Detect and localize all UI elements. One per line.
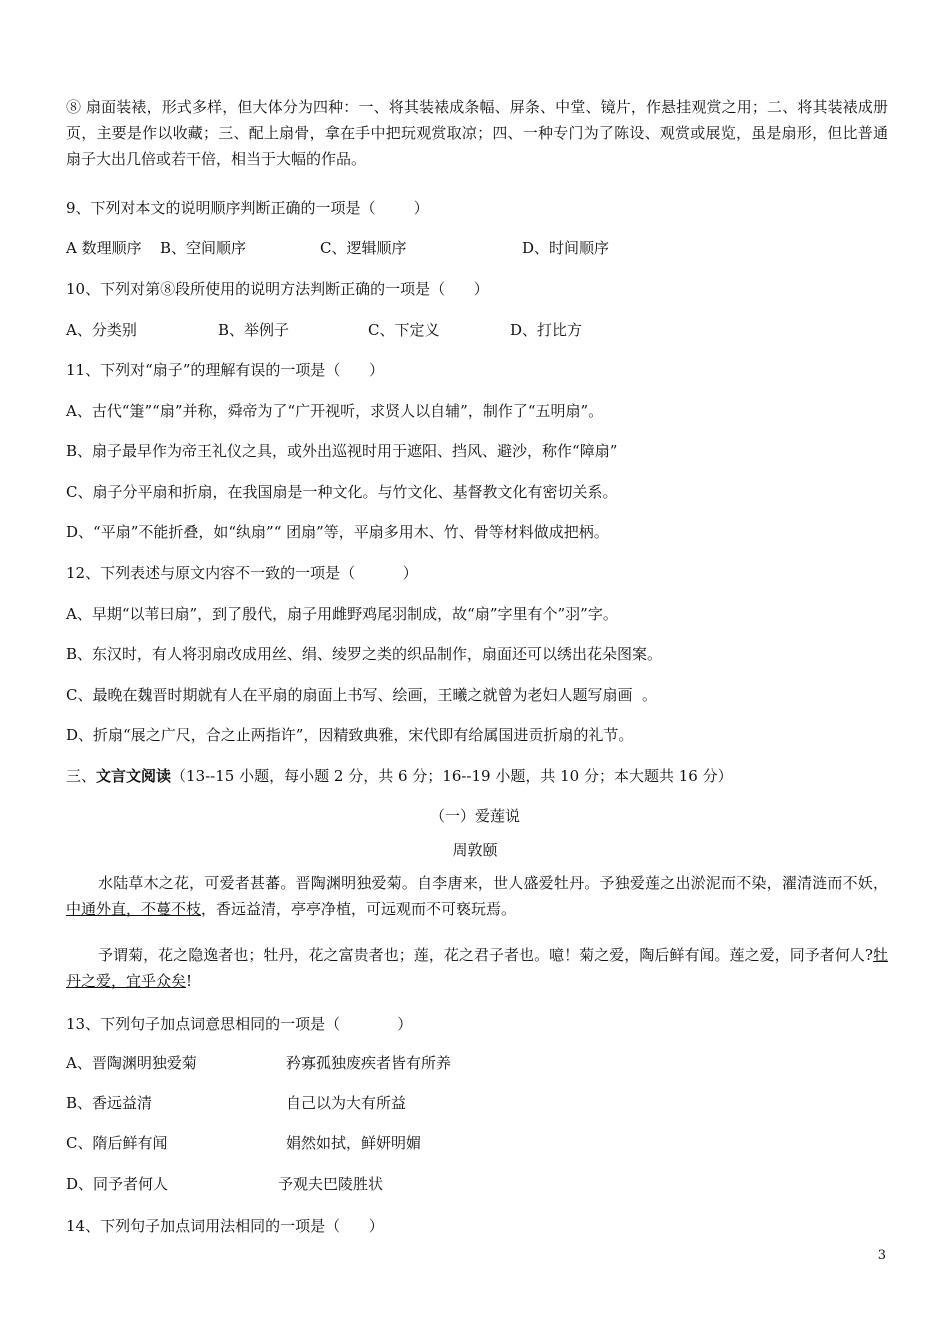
- question-10-option-c: C、下定义: [368, 321, 440, 339]
- section-3-prefix: 三、: [66, 767, 97, 785]
- question-13-row-d-right: 予观夫巴陵胜状: [278, 1175, 384, 1193]
- question-13-row-a-left: A、晋陶渊明独爱菊: [66, 1054, 197, 1072]
- question-13-row-c-right: 娟然如拭，鲜妍明媚: [286, 1134, 422, 1152]
- poem-paragraph-1: [66, 870, 888, 922]
- question-12-stem: 12、下列表述与原文内容不一致的一项是（ ）: [66, 564, 418, 582]
- paragraph-8: ⑧ 扇面装裱，形式多样，但大体分为四种：一、将其装裱成条幅、屏条、中堂、镜片，作悬挂观赏之用；二、将其装裱成册页，主要是作以收藏；三、配上扇骨，拿在手中把玩观赏取凉；四、一种专门为了陈设、观赏或展览，虽是扇形，但比普通扇子大出几倍或若干倍，相当于大幅的作品。: [66, 98, 888, 168]
- poem-p1-text-a: 水陆草木之花，可爱者甚蕃。晋陶渊明独爱菊。自李唐来，世人盛爱牡丹。予独爱莲之出淤泥而不染，濯清涟而不妖，: [98, 874, 888, 892]
- poem-p1-underlined: 中通外直，不蔓不枝: [66, 900, 202, 918]
- poem-p1-text-b: ，香远益清，亭亭净植，可远观而不可亵玩焉。: [201, 900, 517, 918]
- question-13-row-b-left: B、香远益清: [66, 1094, 153, 1112]
- question-13-row-b-right: 自己以为大有所益: [286, 1094, 407, 1112]
- question-9-option-a: A 数理顺序: [66, 239, 142, 257]
- question-10-option-d: D、打比方: [510, 321, 583, 339]
- question-9-stem: 9、下列对本文的说明顺序判断正确的一项是（ ）: [66, 199, 429, 217]
- question-13-row-d-left: D、同予者何人: [66, 1175, 169, 1193]
- question-10-option-a: A、分类别: [66, 321, 137, 339]
- poem-p2-underlined: 牡丹之爱，宜乎众矣: [66, 946, 888, 990]
- question-11-option-d: D、“平扇”不能折叠，如“纨扇”“ 团扇”等，平扇多用木、竹、骨等材料做成把柄。: [66, 523, 609, 541]
- question-13-row-a-right: 矜寡孤独废疾者皆有所养: [286, 1054, 452, 1072]
- question-13-stem: 13、下列句子加点词意思相同的一项是（ ）: [66, 1015, 413, 1033]
- question-13-row-c-left: C、隋后鲜有闻: [66, 1134, 168, 1152]
- question-9-option-c: C、逻辑顺序: [320, 239, 407, 257]
- section-3-note: （13--15 小题，每小题 2 分，共 6 分；16--19 小题，共 10 分；本大题共 16 分）: [171, 767, 733, 785]
- question-12-option-a: A、早期“以苇曰扇”，到了殷代，扇子用雌野鸡尾羽制成，故“扇”字里有个”羽”字。: [66, 605, 618, 623]
- question-10-option-b: B、举例子: [218, 321, 290, 339]
- question-11-option-c: C、扇子分平扇和折扇，在我国扇是一种文化。与竹文化、基督教文化有密切关系。: [66, 483, 618, 501]
- question-11-option-b: B、扇子最早作为帝王礼仪之具，或外出巡视时用于遮阳、挡风、避沙，称作“障扇”: [66, 442, 618, 460]
- question-12-option-b: B、东汉时，有人将羽扇改成用丝、绢、绫罗之类的织品制作，扇面还可以绣出花朵图案。: [66, 645, 663, 663]
- section-3-title: 文言文阅读: [96, 767, 172, 785]
- question-11-option-a: A、古代“箑”“扇”并称，舜帝为了“广开视听，求贤人以自辅”，制作了“五明扇”。: [66, 402, 604, 420]
- question-9-option-b: B、空间顺序: [160, 239, 247, 257]
- question-12-option-d: D、折扇“展之广尺，合之止两指许”，因精致典雅，宋代即有给属国进贡折扇的礼节。: [66, 726, 634, 744]
- poem-paragraph-2: [66, 942, 888, 994]
- poem-author: 周敦颐: [452, 841, 498, 859]
- poem-title: （一）爱莲说: [429, 807, 520, 825]
- question-12-option-c: C、最晚在魏晋时期就有人在平扇的扇面上书写、绘画，王曦之就曾为老妇人题写扇画 。: [66, 686, 658, 704]
- question-9-option-d: D、时间顺序: [522, 239, 610, 257]
- question-14-stem: 14、下列句子加点词用法相同的一项是（ ）: [66, 1217, 384, 1235]
- section-3-heading: [66, 766, 733, 786]
- poem-p2-text-a: 予谓菊，花之隐逸者也；牡丹，花之富贵者也；莲，花之君子者也。噫！菊之爱，陶后鲜有闻。莲之爱，同予者何人?: [98, 946, 873, 964]
- poem-p2-text-b: !: [186, 972, 193, 990]
- question-10-stem: 10、下列对第⑧段所使用的说明方法判断正确的一项是（ ）: [66, 280, 489, 298]
- question-11-stem: 11、下列对“扇子”的理解有误的一项是（ ）: [66, 361, 385, 379]
- page-number: 3: [877, 1248, 886, 1263]
